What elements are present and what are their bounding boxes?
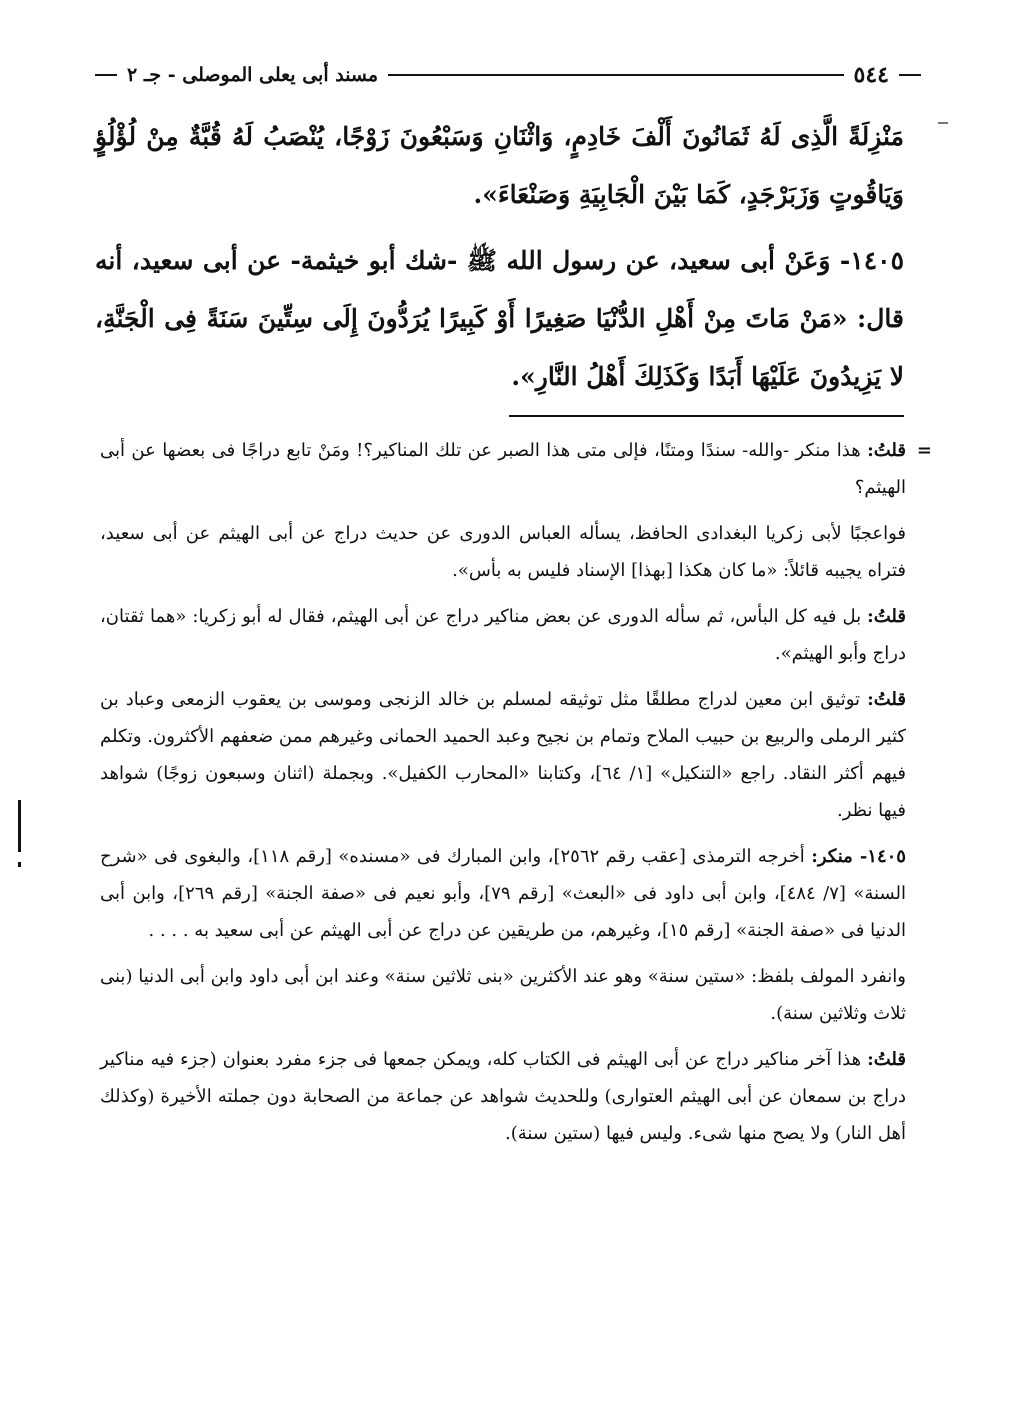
note-text: أخرجه الترمذى [عقب رقم ٢٥٦٢]، وابن المبارك فى «مسنده» [رقم ١١٨]، والبغوى فى «شرح السنة» [٧/ ٤٨٤]، وابن أبى داود فى «البعث» [رقم ٧٩]، وأبو نعيم فى «صفة الجنة» [رقم ٢٦٩]، وابن أبى الدنيا فى «صفة الجنة» [رقم ١٥]، وغيرهم، من طريقين عن دراج عن أبى الهيثم عن أبى سعيد به . . . . (100, 846, 906, 941)
note-text: توثيق ابن معين لدراج مطلقًا مثل توثيقه لمسلم بن خالد الزنجى وموسى بن يعقوب الزمعى وعباد بن كثير الرملى والربيع بن حبيب الملاح وتمام بن نجيح وعبد الحميد الحمانى وغيرهم ممن ضعفهم الأكثرون. وتكلم فيهم أكثر النقاد. راجع «التنكيل» [١/ ٦٤]، وكتابنا «المحارب الكفيل». وبجملة (اثنان وسبعون زوجًا) شواهد فيها نظر. (100, 689, 907, 821)
note-paragraph (100, 681, 906, 829)
note-text: وانفرد المولف بلفظ: «ستين سنة» وهو عند الأكثرين «بنى ثلاثين سنة» وعند ابن أبى داود وابن أبى الدنيا (بنى ثلاث وثلاثين سنة). (100, 966, 906, 1024)
running-header (95, 58, 921, 92)
header-rule (388, 74, 843, 76)
page-number: ٥٤٤ (853, 62, 889, 88)
scan-margin-bar (18, 800, 21, 852)
note-paragraph (100, 838, 906, 949)
scan-margin-dot (18, 862, 21, 867)
note-lead: ١٤٠٥- منكر: (811, 846, 906, 867)
note-paragraph (100, 515, 906, 589)
continuation-paragraph: مَنْزِلَةً الَّذِى لَهُ ثَمَانُونَ أَلْفَ خَادِمٍ، وَاثْنَانِ وَسَبْعُونَ زَوْجًا، يُنْصَبُ لَهُ قُبَّةٌ مِنْ لُؤْلُؤٍ وَيَاقُوتٍ وَزَبَرْجَدٍ، كَمَا بَيْنَ الْجَابِيَةِ وَصَنْعَاءَ». (95, 122, 904, 209)
note-lead: قلتُ: (867, 1049, 906, 1070)
note-text: بل فيه كل البأس، ثم سأله الدورى عن بعض مناكير دراج عن أبى الهيثم، فقال له أبو زكريا: «هما ثقتان، دراج وأبو الهيثم». (100, 606, 906, 664)
note-lead: قلتُ: (867, 689, 906, 710)
main-text (95, 108, 904, 406)
note-text: هذا آخر مناكير دراج عن أبى الهيثم فى الكتاب كله، ويمكن جمعها فى جزء مفرد بعنوان (جزء فيه مناكير دراج بن سمعان عن أبى الهيثم العتوارى) وللحديث شواهد عن جماعة من الصحابة دون جملته الأخيرة (وكذلك أهل النار) ولا يصح منها شىء. وليس فيها (ستين سنة). (100, 1049, 906, 1144)
note-lead: قلتُ: (867, 440, 906, 461)
margin-tick (938, 122, 948, 124)
hadith-number: ١٤٠٥- (839, 246, 904, 275)
header-rule-right (899, 74, 921, 76)
footnotes (100, 432, 932, 1161)
hadith-text: وَعَنْ أبى سعيد، عن رسول الله ﷺ -شك أبو خيثمة- عن أبى سعيد، أنه قال: «مَنْ مَاتَ مِنْ أَهْلِ الدُّنْيَا صَغِيرًا أَوْ كَبِيرًا يُرَدُّونَ إِلَى سِتِّينَ سَنَةً فِى الْجَنَّةِ، لا يَزِيدُونَ عَلَيْهَا أَبَدًا وَكَذَلِكَ أَهْلُ النَّارِ». (95, 246, 904, 391)
note-text: فواعجبًا لأبى زكريا البغدادى الحافظ، يسأله العباس الدورى عن حديث دراج عن أبى الهيثم عن أبى سعيد، فتراه يجيبه قائلاً: «ما كان هكذا [بهذا] الإسناد فليس به بأس». (100, 523, 906, 581)
hadith-paragraph (95, 232, 904, 406)
note-paragraph (100, 432, 932, 506)
note-paragraph (100, 958, 906, 1032)
footnote-separator (509, 415, 904, 417)
running-title: مسند أبى يعلى الموصلى - جـ ٢ (127, 64, 379, 86)
continuation-marker: = (916, 440, 932, 461)
note-text: هذا منكر -والله- سندًا ومتنًا، فإلى متى هذا الصبر عن تلك المناكير؟! ومَنْ تابع دراجًا فى بعضها عن أبى الهيثم؟ (100, 440, 906, 498)
header-rule-left (95, 74, 117, 76)
note-lead: قلتُ: (867, 606, 906, 627)
note-paragraph (100, 1041, 906, 1152)
note-paragraph (100, 598, 906, 672)
